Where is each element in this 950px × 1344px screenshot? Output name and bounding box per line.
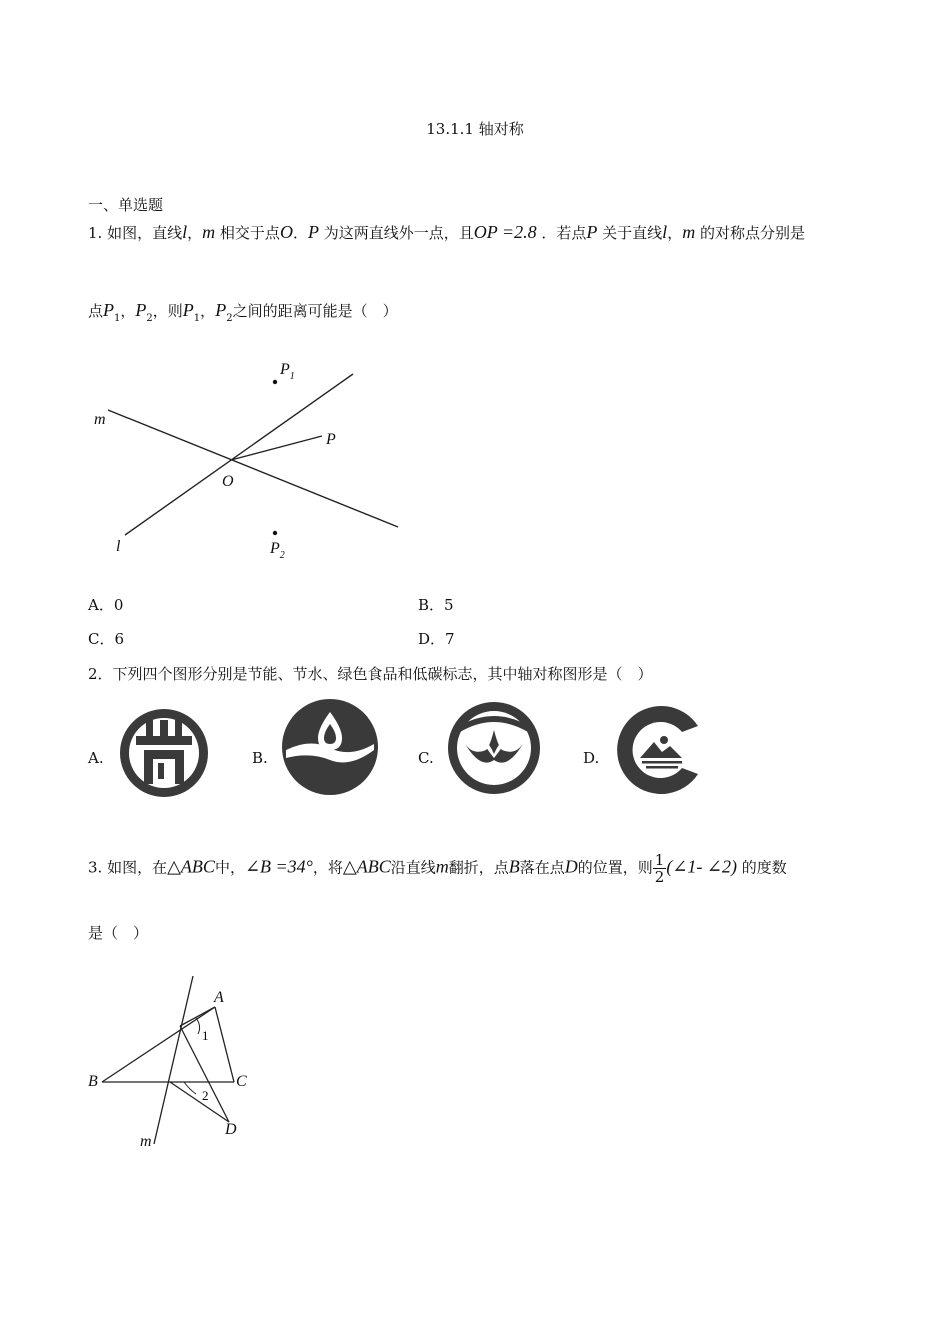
point-p2 <box>273 531 277 535</box>
label-m: m <box>140 1133 152 1150</box>
segment-ba <box>102 1007 215 1082</box>
line-l <box>125 374 353 535</box>
point-p1 <box>273 380 277 384</box>
q1-line2: 点$P_1$，$P_2$，则$P_1$，$P_2$之间的距离可能是（ ） <box>88 300 398 324</box>
label-c: C <box>236 1073 247 1090</box>
q1-figure <box>88 350 418 570</box>
q2-text: 2．下列四个图形分别是节能、节水、绿色食品和低碳标志，其中轴对称图形是（ ） <box>88 665 653 683</box>
low-carbon-logo-icon[interactable] <box>610 702 706 798</box>
segment-ac <box>215 1007 234 1082</box>
label-m: m <box>94 411 106 428</box>
water-saving-logo-icon[interactable] <box>280 698 380 796</box>
segment-ed <box>170 1082 229 1122</box>
q1-option-a[interactable]: A．0 <box>88 596 124 614</box>
q2-option-d-label[interactable]: D. <box>583 749 600 767</box>
q1-option-d[interactable]: D．7 <box>418 630 455 648</box>
label-d: D <box>225 1121 237 1138</box>
label-angle-1: 1 <box>202 1028 209 1043</box>
q1-option-c[interactable]: C．6 <box>88 630 125 648</box>
label-a: A <box>214 989 224 1006</box>
line-m <box>108 410 398 527</box>
q1-line1: 1. 如图，直线l，m 相交于点O．P 为这两直线外一点，且OP =2.8 ．若点P 关于直线l，m 的对称点分别是 <box>88 222 805 242</box>
q3-figure <box>84 974 274 1154</box>
label-p: P <box>326 431 336 448</box>
label-l: l <box>116 538 121 555</box>
fraction-half: $\frac{1}{2}$ <box>654 851 665 886</box>
label-p2: $P_2$ <box>270 540 285 561</box>
section-heading: 一、单选题 <box>88 196 164 214</box>
q2-option-c-label[interactable]: C. <box>418 749 434 767</box>
q2-option-b-label[interactable]: B. <box>252 749 268 767</box>
q3-line1: 3. 如图，在△ABC中，∠B =34°，将△ABC沿直线m翻折，点B落在点D的位置，则 $\frac{1}{2}$ (∠1- ∠2) 的度数 <box>88 851 787 886</box>
energy-saving-logo-icon[interactable] <box>116 708 212 798</box>
q1-option-b[interactable]: B．5 <box>418 596 454 614</box>
q3-line2: 是（ ） <box>88 924 149 942</box>
segment-op <box>231 436 322 460</box>
line-m <box>154 976 193 1144</box>
document-title: 13.1.1 轴对称 <box>426 120 524 138</box>
label-angle-2: 2 <box>202 1088 209 1103</box>
q2-option-a-label[interactable]: A. <box>88 749 104 767</box>
green-food-logo-icon[interactable] <box>446 700 542 796</box>
label-o: O <box>222 473 234 490</box>
label-b: B <box>88 1073 98 1090</box>
label-p1: $P_1$ <box>280 361 295 382</box>
